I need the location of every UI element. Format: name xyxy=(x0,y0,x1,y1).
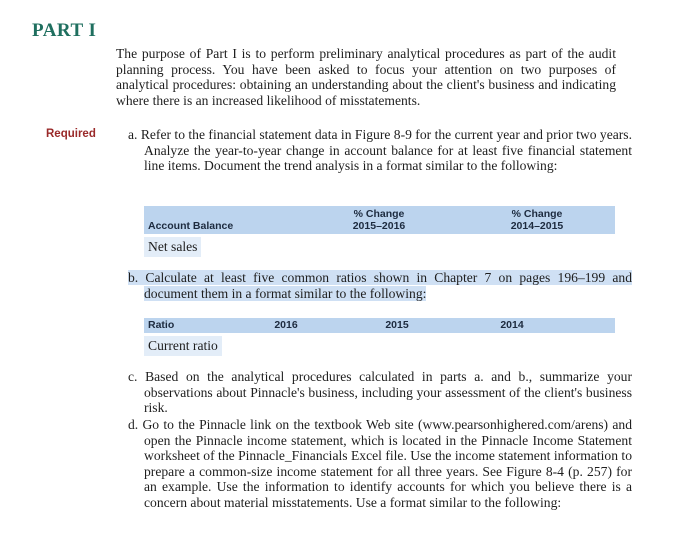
header-2016: 2016 xyxy=(274,319,298,331)
item-a: a. Refer to the financial statement data in Figure 8-9 for the current year and prior two years. Analyze the year-to-year change in account balance for at least five financial statement line items. Document the trend analysis in a format similar to the following: xyxy=(128,127,632,174)
trend-analysis-table xyxy=(144,206,615,257)
header-account-balance: Account Balance xyxy=(148,220,234,232)
header-change-2014-2015-line2: 2014–2015 xyxy=(510,220,564,232)
intro-paragraph: The purpose of Part I is to perform preliminary analytical procedures as part of the audit planning process. You have been asked to focus your attention on two purposes of analytical procedures: obtaining an understanding about the client's business and indicating where there is an increased likelihood of misstatements. xyxy=(116,46,616,108)
header-change-2015-2016 xyxy=(324,208,434,232)
header-change-2014-2015 xyxy=(482,208,592,232)
ratio-table-first-row: Current ratio xyxy=(144,336,222,356)
part-heading: PART I xyxy=(32,20,97,41)
trend-table-first-row: Net sales xyxy=(144,237,201,257)
trend-table-header xyxy=(144,206,615,234)
required-label: Required xyxy=(46,128,96,140)
header-change-2015-2016-line1: % Change xyxy=(353,208,405,220)
item-d: d. Go to the Pinnacle link on the textbook Web site (www.pearsonhighered.com/arens) and open the Pinnacle income statement, which is located in the Pinnacle Income Statement worksheet of the Pinnacle_Financials Excel file. Use the income statement information to prepare a common-size income statement for all three years. See Figure 8-4 (p. 257) for an example. Use the information to identify accounts for which you believe there is a concern about material misstatements. Use a format similar to the following: xyxy=(128,417,632,510)
header-2014: 2014 xyxy=(500,319,524,331)
ratio-table xyxy=(144,318,615,356)
header-change-2015-2016-line2: 2015–2016 xyxy=(352,220,406,232)
item-c: c. Based on the analytical procedures calculated in parts a. and b., summarize your observations about Pinnacle's business, including your assessment of the client's business risk. xyxy=(128,369,632,416)
item-b-text: b. Calculate at least five common ratios shown in Chapter 7 on pages 196–199 and document them in a format similar to the following: xyxy=(128,270,632,301)
header-ratio: Ratio xyxy=(148,319,175,331)
ratio-table-header xyxy=(144,318,615,333)
item-b xyxy=(128,270,632,301)
header-2015: 2015 xyxy=(385,319,409,331)
header-change-2014-2015-line1: % Change xyxy=(511,208,563,220)
